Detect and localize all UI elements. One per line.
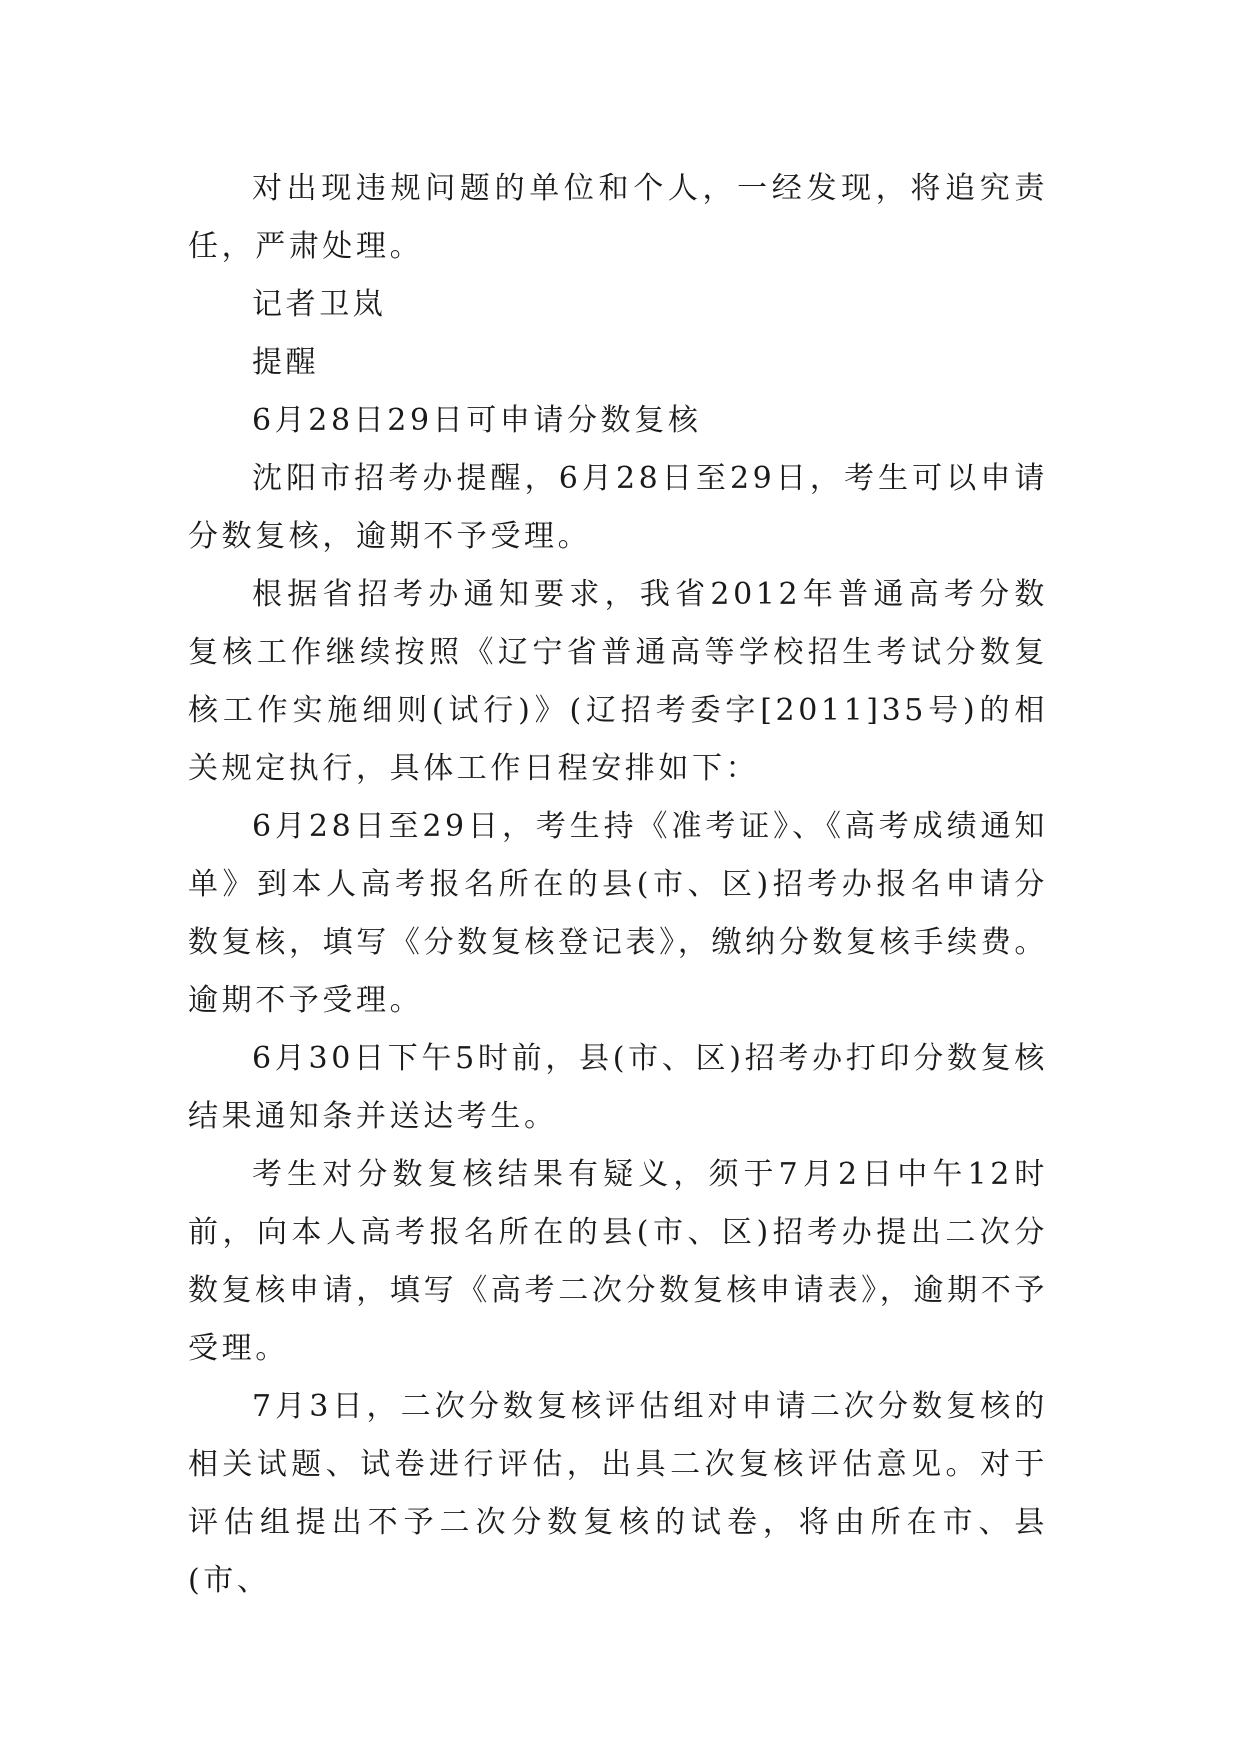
- document-body: [188, 160, 1048, 1610]
- paragraph-result-notification: 6月30日下午5时前，县(市、区)招考办打印分数复核结果通知条并送达考生。: [188, 1041, 1048, 1134]
- paragraph-provincial-rules: 根据省招考办通知要求，我省2012年普通高考分数复核工作继续按照《辽宁省普通高等学校招生考试分数复核工作实施细则(试行)》(辽招考委字[2011]35号)的相关规定执行，具体工作日程安排如下：: [188, 577, 1048, 786]
- paragraph-reporter-byline: 记者卫岚: [252, 287, 387, 322]
- paragraph-shenyang-reminder: 沈阳市招考办提醒，6月28日至29日，考生可以申请分数复核，逾期不予受理。: [188, 461, 1048, 554]
- paragraph-second-review-evaluation: 7月3日，二次分数复核评估组对申请二次分数复核的相关试题、试卷进行评估，出具二次复核评估意见。对于评估组提出不予二次分数复核的试卷，将由所在市、县(市、: [188, 1389, 1048, 1598]
- paragraph-second-review-request: 考生对分数复核结果有疑义，须于7月2日中午12时前，向本人高考报名所在的县(市、区)招考办提出二次分数复核申请，填写《高考二次分数复核申请表》，逾期不予受理。: [188, 1157, 1048, 1366]
- paragraph-review-dates-heading: 6月28日29日可申请分数复核: [252, 403, 702, 438]
- paragraph-reminder-heading: 提醒: [252, 345, 320, 380]
- paragraph-violation-handling: 对出现违规问题的单位和个人，一经发现，将追究责任，严肃处理。: [188, 171, 1048, 264]
- paragraph-application-procedure: 6月28日至29日，考生持《准考证》、《高考成绩通知单》到本人高考报名所在的县(市、区)招考办报名申请分数复核，填写《分数复核登记表》，缴纳分数复核手续费。逾期不予受理。: [188, 809, 1048, 1018]
